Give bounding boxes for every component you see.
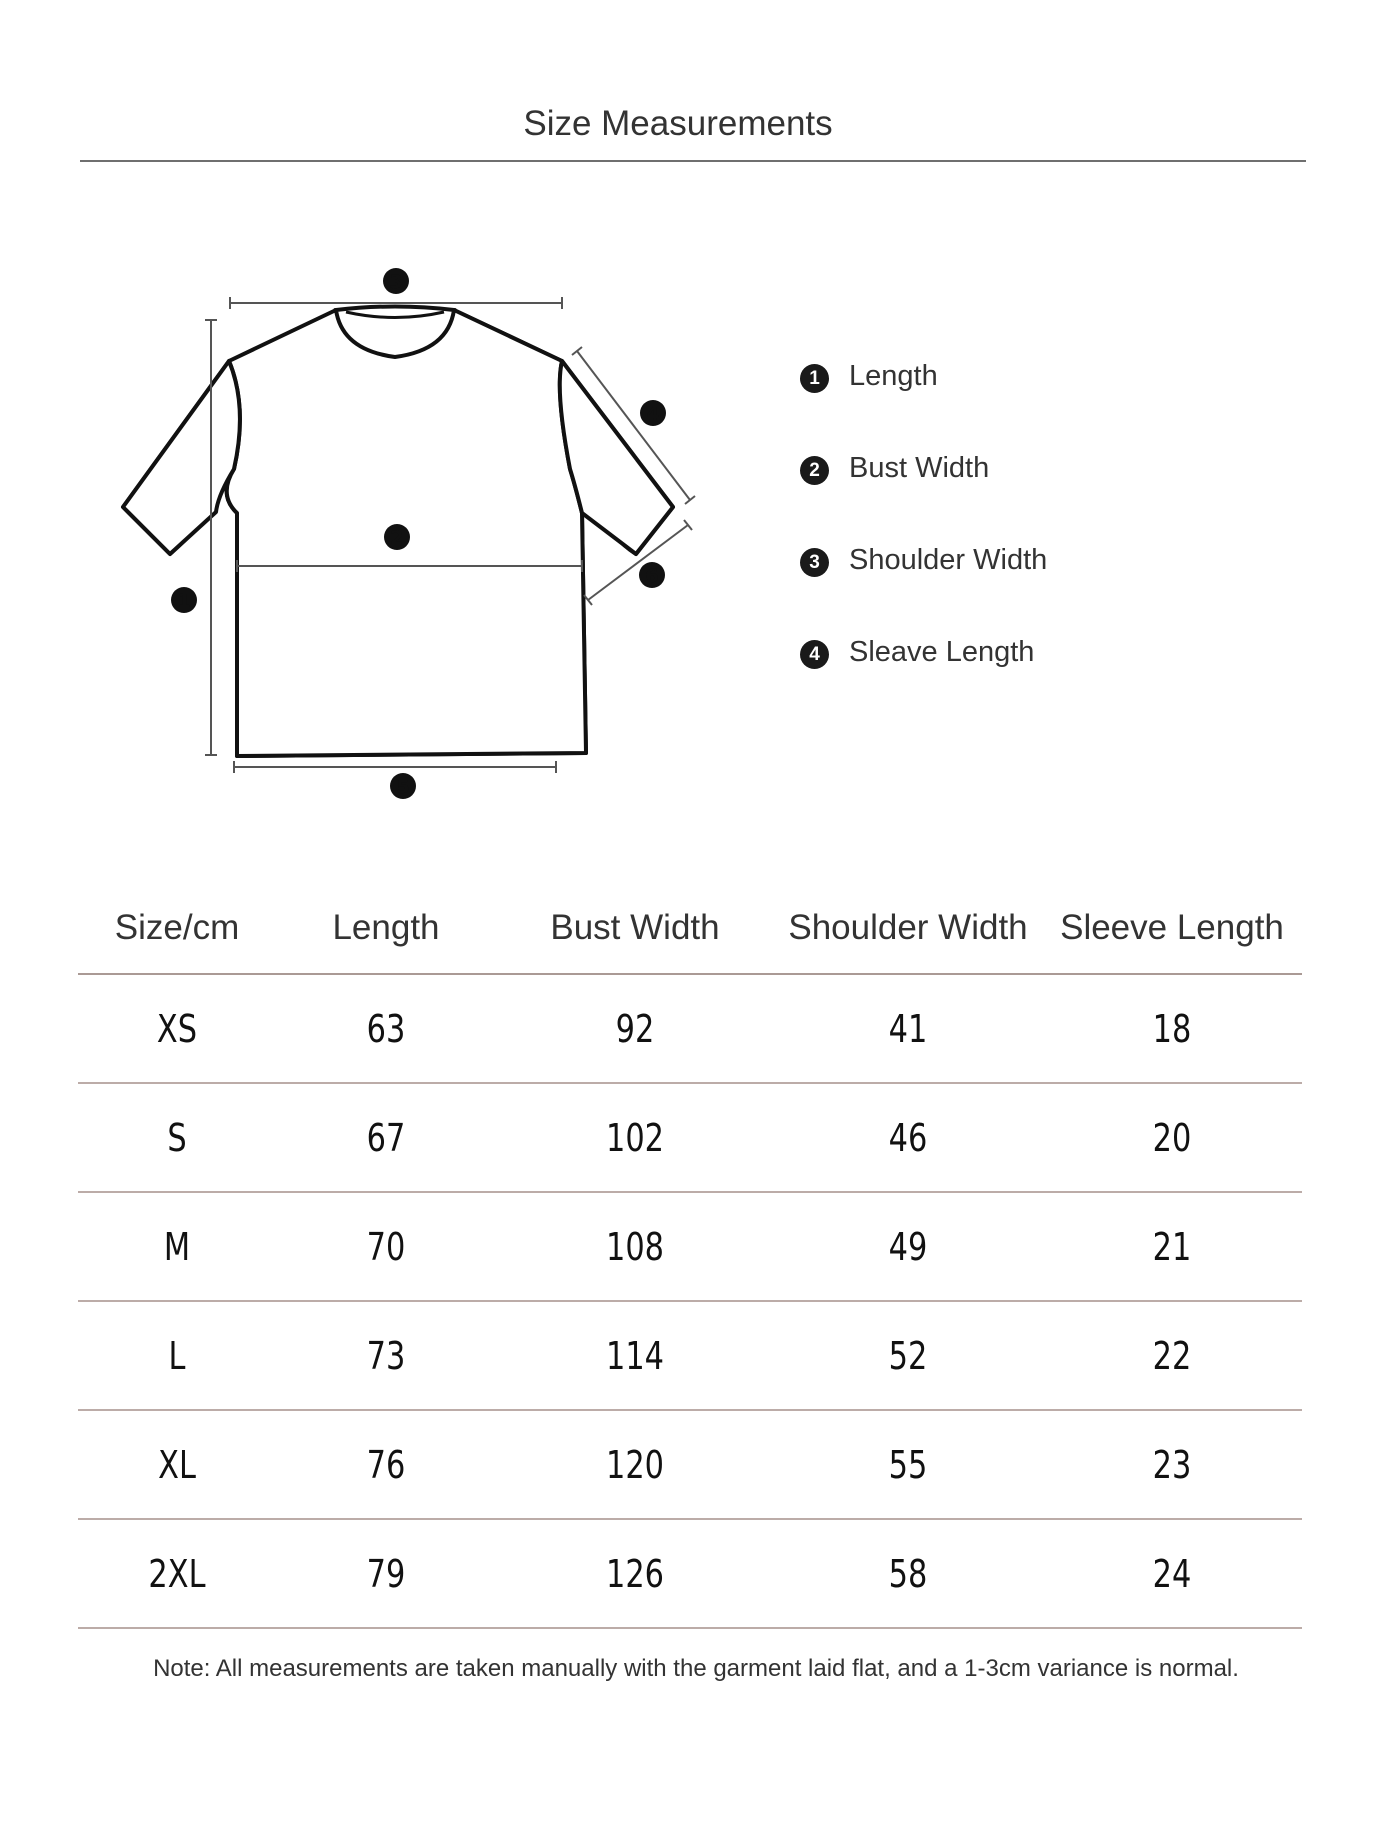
- marker-3: [383, 268, 409, 294]
- legend-label: Shoulder Width: [849, 544, 1048, 576]
- number-badge: 2: [800, 456, 829, 485]
- table-row: [78, 1520, 1302, 1629]
- legend-item-shoulder-width: [800, 544, 1360, 636]
- sleeve-length-cell: 18: [1152, 1006, 1192, 1051]
- svg-text:3: 3: [389, 271, 403, 293]
- sleeve-length-cell: 24: [1152, 1551, 1192, 1596]
- size-cell: M: [163, 1224, 191, 1269]
- length-cell: 79: [366, 1551, 406, 1596]
- legend-label: Sleave Length: [849, 636, 1035, 668]
- marker-4: [640, 400, 666, 426]
- marker-2: [384, 524, 410, 550]
- left-sleeve: [123, 361, 240, 554]
- length-cell: 63: [366, 1006, 406, 1051]
- table-header: [78, 895, 1302, 975]
- bust-width-cell: 126: [605, 1551, 665, 1596]
- table-row: [78, 975, 1302, 1084]
- shoulder-width-cell: 46: [888, 1115, 928, 1160]
- size-chart-table: [78, 895, 1302, 1629]
- bust-width-cell: 108: [605, 1224, 665, 1269]
- shoulder-width-cell: 49: [888, 1224, 928, 1269]
- column-header-bust-width: Bust Width: [550, 908, 720, 947]
- length-cell: 76: [366, 1442, 406, 1487]
- length-cell: 70: [366, 1224, 406, 1269]
- shoulder-width-cell: 55: [888, 1442, 928, 1487]
- legend-item-sleeve-length: [800, 636, 1360, 728]
- svg-text:2: 2: [390, 527, 404, 549]
- legend-item-length: [800, 360, 1360, 452]
- column-header-length: Length: [332, 908, 440, 947]
- column-header-shoulder-width: Shoulder Width: [788, 908, 1028, 947]
- table-row: [78, 1411, 1302, 1520]
- number-badge: 1: [800, 364, 829, 393]
- table-row: [78, 1084, 1302, 1193]
- size-cell: XL: [158, 1442, 196, 1487]
- marker-1: [171, 587, 197, 613]
- table-row: [78, 1193, 1302, 1302]
- number-badge: 4: [800, 640, 829, 669]
- marker-6: [639, 562, 665, 588]
- bust-width-cell: 120: [605, 1442, 665, 1487]
- size-cell: L: [168, 1333, 186, 1378]
- sleeve-length-cell: 23: [1152, 1442, 1192, 1487]
- bust-width-cell: 102: [605, 1115, 665, 1160]
- bust-width-cell: 114: [605, 1333, 665, 1378]
- size-cell: 2XL: [148, 1551, 206, 1596]
- bust-width-cell: 92: [615, 1006, 655, 1051]
- size-cell: S: [167, 1115, 187, 1160]
- shoulder-width-cell: 41: [888, 1006, 928, 1051]
- measurement-legend: [800, 360, 1360, 728]
- sleeve-length-cell: 22: [1152, 1333, 1192, 1378]
- page-title: Size Measurements: [523, 104, 833, 143]
- table-row: [78, 1302, 1302, 1411]
- length-cell: 67: [366, 1115, 406, 1160]
- measurement-note: Note: All measurements are taken manually with the garment laid flat, and a 1-3cm variance is normal.: [153, 1655, 1239, 1682]
- shoulder-width-cell: 58: [888, 1551, 928, 1596]
- svg-text:1: 1: [177, 590, 191, 612]
- sleeve-length-cell: 20: [1152, 1115, 1192, 1160]
- svg-text:5: 5: [396, 776, 410, 798]
- legend-item-bust-width: [800, 452, 1360, 544]
- sleeve-length-cell: 21: [1152, 1224, 1192, 1269]
- column-header-sleeve-length: Sleeve Length: [1060, 908, 1284, 947]
- svg-text:6: 6: [645, 565, 659, 587]
- legend-label: Bust Width: [849, 452, 990, 484]
- marker-5: [390, 773, 416, 799]
- title-divider: [80, 160, 1306, 162]
- tshirt-diagram: [100, 255, 720, 815]
- length-cell: 73: [366, 1333, 406, 1378]
- legend-label: Length: [849, 360, 938, 392]
- column-header-size: Size/cm: [114, 908, 240, 947]
- svg-text:4: 4: [646, 403, 660, 425]
- size-cell: XS: [156, 1006, 198, 1051]
- shoulder-width-cell: 52: [888, 1333, 928, 1378]
- number-badge: 3: [800, 548, 829, 577]
